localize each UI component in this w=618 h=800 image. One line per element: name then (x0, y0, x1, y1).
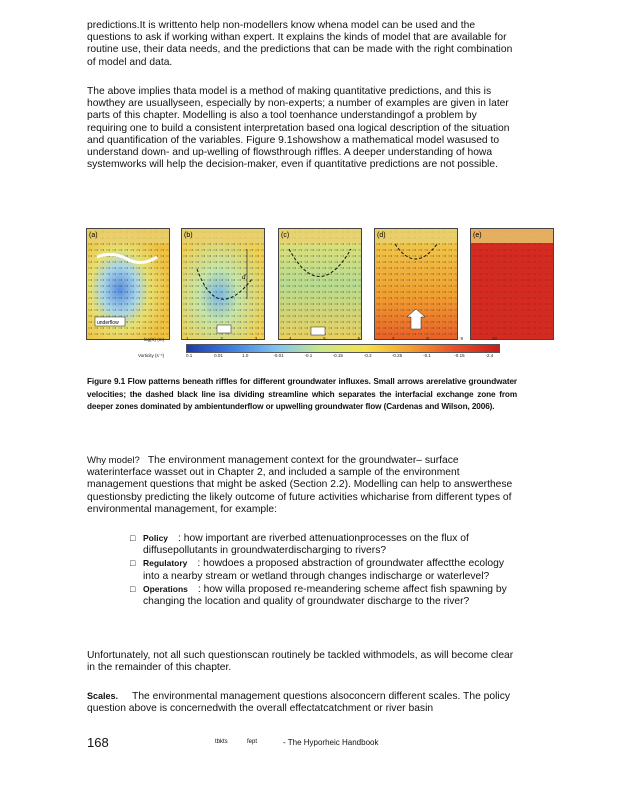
flow-field-e (471, 229, 553, 339)
panel-label-a: (a) (89, 232, 98, 239)
bullet-text: : howdoes a proposed abstraction of groundwater affectthe ecology into a nearby stream or wetland through changes indischarge or waterlevel? (143, 558, 505, 582)
vorticity-tick: -0.25 (391, 353, 403, 358)
colorbar-tick: 8 (426, 336, 429, 341)
colorbar-tick: 1 (186, 336, 189, 341)
vorticity-tick: -0.1 (304, 353, 313, 358)
paragraph-limitations: Unfortunately, not all such questionscan routinely be tackled withmodels, as will become clear in the remainder of this chapter. (87, 650, 514, 674)
list-item (130, 532, 520, 557)
list-item (130, 557, 520, 582)
panel-label-b: (b) (184, 232, 193, 239)
running-title: - The Hyporheic Handbook (283, 738, 379, 747)
colorbar-tick: 10 (491, 336, 497, 341)
inset-depth-label: d (242, 273, 246, 281)
question-list (130, 532, 520, 608)
figure-panel-a (86, 228, 170, 340)
inset-label-a: underflow (97, 320, 119, 326)
figure-panel-e (470, 228, 554, 340)
colorbar-ticks (186, 336, 498, 344)
page-footer (87, 735, 517, 751)
figure-9-1 (86, 228, 522, 358)
paragraph-scales (87, 690, 517, 715)
colorbar-tick: 2 (220, 336, 223, 341)
colorbar-tick: 7 (391, 336, 395, 341)
figure-panel-d (374, 228, 458, 340)
why-model-text: The environment management context for the groundwater– surface waterinterface wasset out in Chapter 2, and included a sample of the environment management questions that might be asked (Section 2.2). Modelling can help to answerthese questionsby predicting the likely outcome of future activities whicharise from different types of environmental management, for example: (87, 455, 513, 515)
vorticity-tick: -0.1 (423, 353, 431, 358)
flow-field-c (279, 229, 361, 339)
bullet-label: Regulatory (143, 558, 188, 569)
vorticity-tick: -0.15 (332, 353, 343, 358)
panel-label-e: (e) (473, 232, 482, 239)
why-model-lead: Why model? (87, 455, 140, 466)
vorticity-tick: 1.0 (242, 353, 249, 358)
paragraph-why-model (87, 455, 517, 516)
panel-label-d: (d) (377, 232, 386, 239)
bullet-box-icon: □ (130, 558, 136, 569)
vorticity-tick: 0.1 (186, 353, 193, 358)
flow-field-b (182, 229, 264, 339)
figure-caption: Figure 9.1 Flow patterns beneath riffles for different groundwater influxes. Small arrows arerelative groundwater velocities; the dashed black line isa dividing streamline which separates the interfacial exchange zone from deeper zones dominated by ambientunderflow or upwelling groundwater flow (Cardenas and Wilson, 2006). (87, 377, 517, 411)
footer-fragment-1: tbkts (215, 739, 228, 745)
page-number: 168 (87, 735, 109, 750)
scales-text: The environmental management questions alsoconcern different scales. The policy question above is concernedwith the overall effectatcatchment or river basin (87, 691, 510, 715)
colorbar-tick: 9 (460, 336, 464, 341)
figure-panel-c (278, 228, 362, 340)
colorbar-tick: 5 (323, 336, 326, 341)
vorticity-ticks (186, 353, 498, 361)
vorticity-tick: 0.01 (214, 353, 223, 358)
figure-panel-b (181, 228, 265, 340)
bullet-label: Operations (143, 583, 188, 594)
vorticity-tick: -2.4 (485, 353, 494, 358)
vorticity-axis-label: Vorticity (s⁻¹) (138, 353, 165, 358)
flow-field-a (87, 229, 169, 339)
bullet-text: : how willa proposed re-meandering scheme affect fish spawning by changing the location and quality of groundwater discharge to the river? (143, 583, 507, 608)
vorticity-tick: -0.01 (273, 353, 284, 358)
paragraph-model-definition: The above implies thata model is a method of making quantitative predictions, and this is howthey are usuallyseen, especially by non-experts; a number of examples are given in later parts of this chapter. Modelling is also a tool toenhance understandingof a problem by requiring one to build a consistent interpretation based ona logical description of the situation and quantification of the variables. Figure 9.1showshow a mathematical model wasused to understand down- and up-welling of flowsthrough riffles. A deeper understanding of howa systemworks will help the decision-maker, even if quantitative predictions are not possible. (87, 86, 510, 171)
bullet-box-icon: □ (130, 533, 136, 543)
bullet-text: : how important are riverbed attenuationprocesses on the flux of diffusepollutants in groundwaterdischarging to rivers? (143, 533, 469, 557)
flow-field-d (375, 229, 457, 339)
panel-label-c: (c) (281, 232, 290, 239)
colorbar (186, 344, 500, 353)
paragraph-intro: predictions.It is writtento help non-modellers know whena model can be used and the questions to ask if working withan expert. It explains the kinds of model that are available for routine use, their data needs, and the predictions that can be made with the right combination of model and data. (87, 20, 513, 68)
colorbar-axis-label: log(K) (m) (144, 337, 164, 342)
colorbar-tick: 4 (288, 336, 292, 341)
list-item (130, 583, 520, 608)
bullet-box-icon: □ (130, 583, 136, 594)
vorticity-tick: -0.15 (454, 353, 465, 358)
colorbar-tick: 3 (254, 336, 258, 341)
scales-lead: Scales. (87, 691, 119, 701)
bullet-label: Policy (143, 533, 169, 543)
vorticity-tick: -0.2 (363, 353, 372, 358)
footer-fragment-2: fept (247, 739, 258, 745)
colorbar-tick: 6 (357, 336, 361, 341)
